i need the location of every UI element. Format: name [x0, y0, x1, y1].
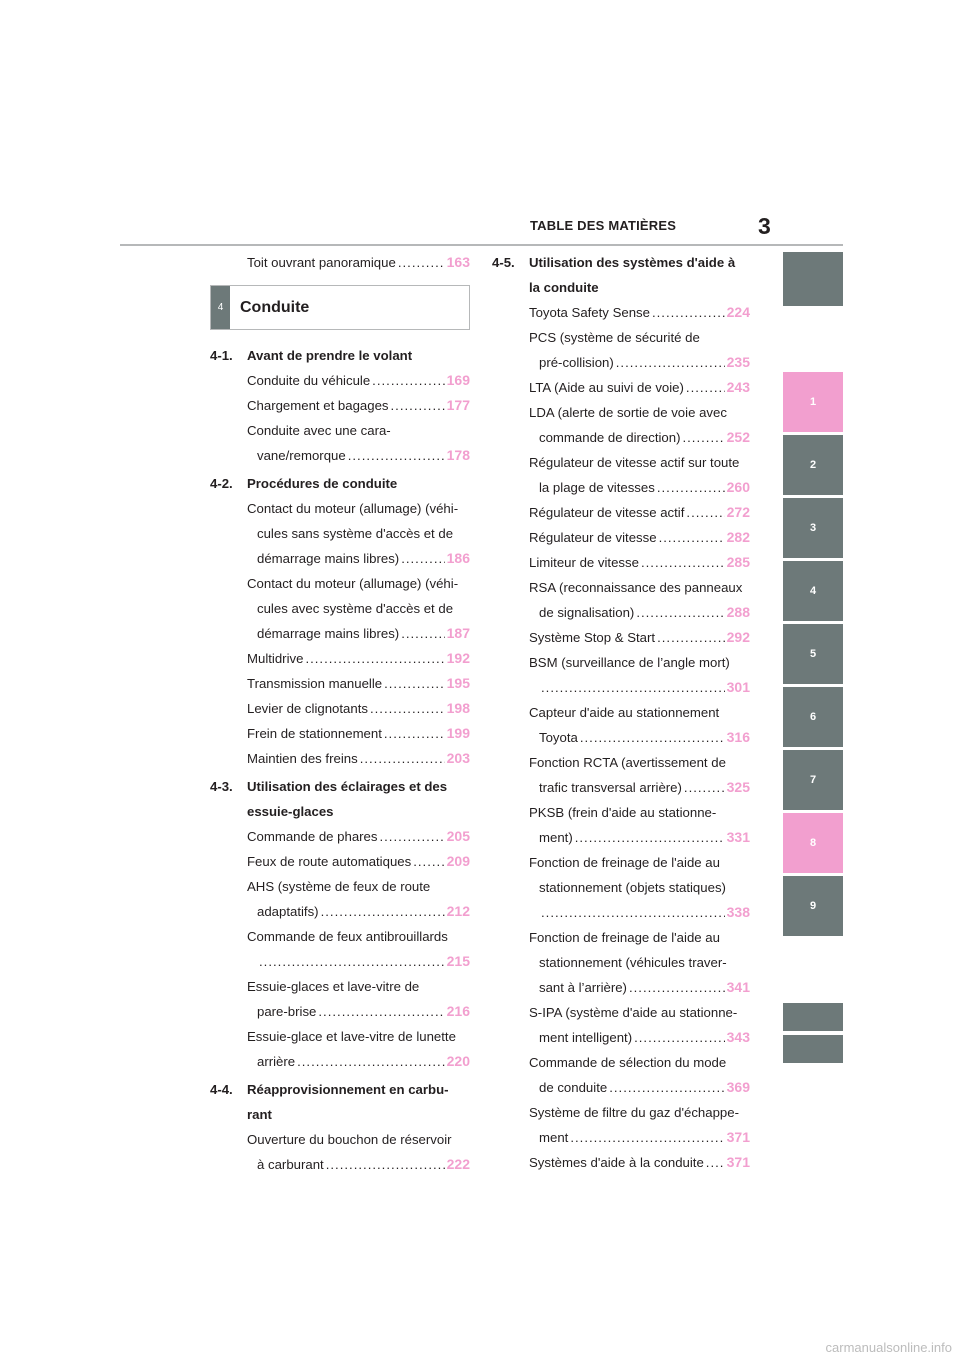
- toc-entry[interactable]: [492, 1150, 750, 1175]
- toc-left-top: [210, 250, 470, 275]
- section-title: rant: [247, 1107, 272, 1122]
- toc-entry-text: Fonction de freinage de l'aide au: [529, 930, 720, 945]
- leader-dots: [634, 1025, 725, 1050]
- toc-entry-text: Conduite du véhicule: [247, 373, 371, 388]
- toc-entry-text: LDA (alerte de sortie de voie avec: [529, 405, 727, 420]
- toc-entry[interactable]: [210, 746, 470, 771]
- toc-entry[interactable]: [210, 924, 470, 949]
- leader-dots: [401, 546, 444, 571]
- section-number: [210, 1102, 247, 1127]
- toc-entry-text: Feux de route automatiques: [247, 854, 412, 869]
- toc-entry-text: Essuie-glaces et lave-vitre de: [247, 979, 420, 994]
- leader-dots: [348, 443, 445, 468]
- toc-entry-page[interactable]: 343: [726, 1029, 750, 1045]
- toc-entry-continuation[interactable]: [210, 999, 470, 1024]
- toc-entry-text: Régulateur de vitesse actif sur toute: [529, 455, 740, 470]
- toc-entry[interactable]: [210, 849, 470, 874]
- toc-entry-continuation[interactable]: [210, 621, 470, 646]
- toc-entry-page[interactable]: 292: [726, 629, 750, 645]
- toc-entry-text: Frein de stationnement: [247, 726, 382, 741]
- toc-entry-continuation[interactable]: [210, 949, 470, 974]
- toc-entry-continuation[interactable]: [492, 875, 750, 900]
- leader-dots: [686, 500, 724, 525]
- toc-entry-page[interactable]: 198: [446, 700, 470, 716]
- section-heading: [210, 343, 470, 368]
- toc-entry[interactable]: [210, 824, 470, 849]
- watermark-footer: carmanualsonline.info: [825, 1340, 952, 1355]
- toc-entry[interactable]: [210, 646, 470, 671]
- toc-entry-text: Système Stop & Start: [529, 630, 656, 645]
- toc-entry[interactable]: [210, 671, 470, 696]
- toc-entry[interactable]: [492, 375, 750, 400]
- toc-entry-text: stationnement (véhicules traver-: [539, 955, 727, 970]
- toc-entry[interactable]: [210, 974, 470, 999]
- section-heading: [210, 471, 470, 496]
- toc-entry-page[interactable]: 216: [446, 1003, 470, 1019]
- toc-entry-page[interactable]: 325: [726, 779, 750, 795]
- leader-dots: [706, 1150, 725, 1175]
- chapter-tab-blank[interactable]: [783, 252, 843, 306]
- leader-dots: [370, 696, 445, 721]
- toc-entry-continuation[interactable]: [492, 975, 750, 1000]
- toc-entry-text: Fonction RCTA (avertissement de: [529, 755, 726, 770]
- toc-entry-text: adaptatifs): [257, 904, 319, 919]
- leader-dots: [657, 475, 725, 500]
- toc-entry-text: RSA (reconnaissance des panneaux: [529, 580, 743, 595]
- toc-entry[interactable]: [492, 850, 750, 875]
- toc-entry[interactable]: [492, 1000, 750, 1025]
- chapter-title: Conduite: [240, 298, 310, 316]
- toc-entry-continuation[interactable]: [210, 1049, 470, 1074]
- toc-entry-text: Systèmes d'aide à la conduite: [529, 1155, 704, 1170]
- section-number: 4-2.: [210, 476, 233, 491]
- toc-entry-page[interactable]: 260: [726, 479, 750, 495]
- toc-entry-text: Toit ouvrant panoramique: [247, 255, 396, 270]
- leader-dots: [684, 775, 725, 800]
- section-title: Avant de prendre le volant: [247, 348, 413, 363]
- section-title: essuie-glaces: [247, 804, 334, 819]
- toc-entry-page[interactable]: 222: [446, 1156, 470, 1172]
- section-number: 4-4.: [210, 1082, 233, 1097]
- toc-entry-text: Toyota: [539, 730, 578, 745]
- leader-dots: [326, 1152, 445, 1177]
- toc-entry[interactable]: [492, 925, 750, 950]
- section-title: la conduite: [529, 280, 599, 295]
- header-divider: [120, 244, 843, 246]
- toc-entry[interactable]: [492, 575, 750, 600]
- toc-entry-page[interactable]: 199: [446, 725, 470, 741]
- toc-entry-text: Contact du moteur (allumage) (véhi-: [247, 501, 459, 516]
- toc-entry[interactable]: [492, 500, 750, 525]
- chapter-tab-4[interactable]: 4: [783, 561, 843, 621]
- toc-entry-page[interactable]: 282: [726, 529, 750, 545]
- leader-dots: [384, 671, 445, 696]
- toc-entry-text: Commande de feux antibrouillards: [247, 929, 448, 944]
- toc-entry[interactable]: [492, 1100, 750, 1125]
- toc-entry-page[interactable]: 371: [726, 1154, 750, 1170]
- toc-entry-text: Levier de clignotants: [247, 701, 368, 716]
- toc-entry-text: PKSB (frein d'aide au stationne-: [529, 805, 717, 820]
- toc-entry-page[interactable]: 203: [446, 750, 470, 766]
- toc-entry[interactable]: [492, 525, 750, 550]
- toc-left-column: [210, 343, 470, 1177]
- toc-entry-text: Multidrive: [247, 651, 304, 666]
- toc-entry-text: ment intelligent): [539, 1030, 633, 1045]
- leader-dots: [305, 646, 444, 671]
- toc-entry-continuation[interactable]: [492, 825, 750, 850]
- toc-entry-page[interactable]: 224: [726, 304, 750, 320]
- toc-entry[interactable]: [210, 1127, 470, 1152]
- toc-entry-continuation[interactable]: [210, 521, 470, 546]
- toc-entry-page[interactable]: 371: [726, 1129, 750, 1145]
- toc-entry-continuation[interactable]: [492, 675, 750, 700]
- toc-entry-text: démarrage mains libres): [257, 551, 400, 566]
- toc-right-column: [492, 250, 750, 1175]
- toc-entry-text: ment): [539, 830, 573, 845]
- page-number: 3: [758, 213, 771, 239]
- leader-dots: [318, 999, 444, 1024]
- toc-entry-text: stationnement (objets statiques): [539, 880, 726, 895]
- toc-entry[interactable]: [492, 750, 750, 775]
- toc-entry-text: Conduite avec une cara-: [247, 423, 391, 438]
- toc-entry[interactable]: [210, 496, 470, 521]
- toc-entry[interactable]: [492, 625, 750, 650]
- leader-dots: [629, 975, 725, 1000]
- toc-entry[interactable]: [492, 300, 750, 325]
- toc-entry-page[interactable]: 169: [446, 372, 470, 388]
- toc-entry-page[interactable]: 163: [446, 254, 470, 270]
- leader-dots: [398, 250, 445, 275]
- chapter-tab-6[interactable]: 6: [783, 687, 843, 747]
- toc-entry-text: la plage de vitesses: [539, 480, 655, 495]
- section-heading: [210, 1102, 470, 1127]
- chapter-number-badge: 4: [211, 286, 230, 329]
- toc-entry-text: Commande de phares: [247, 829, 378, 844]
- toc-entry-continuation[interactable]: [492, 425, 750, 450]
- leader-dots: [321, 899, 445, 924]
- chapter-tab-5[interactable]: 5: [783, 624, 843, 684]
- chapter-tab-9[interactable]: 9: [783, 876, 843, 936]
- leader-dots: [297, 1049, 445, 1074]
- toc-entry-continuation[interactable]: [492, 950, 750, 975]
- toc-entry-continuation[interactable]: [492, 725, 750, 750]
- running-header-title: TABLE DES MATIÈRES: [530, 218, 677, 233]
- toc-entry[interactable]: [492, 400, 750, 425]
- toc-entry-text: Maintien des freins: [247, 751, 358, 766]
- chapter-tab-2[interactable]: 2: [783, 435, 843, 495]
- toc-entry-page[interactable]: 209: [446, 853, 470, 869]
- toc-entry[interactable]: [210, 696, 470, 721]
- toc-entry-text: Essuie-glace et lave-vitre de lunette: [247, 1029, 456, 1044]
- toc-entry-text: Transmission manuelle: [247, 676, 383, 691]
- section-heading: [210, 799, 470, 824]
- section-heading: [210, 774, 470, 799]
- toc-entry-page[interactable]: 215: [446, 953, 470, 969]
- section-heading: [492, 250, 750, 275]
- toc-entry-page[interactable]: 285: [726, 554, 750, 570]
- leader-dots: [641, 550, 725, 575]
- leader-dots: [541, 675, 725, 700]
- chapter-tab-blank[interactable]: [783, 1035, 843, 1063]
- toc-entry-continuation[interactable]: [210, 899, 470, 924]
- toc-entry-page[interactable]: 212: [446, 903, 470, 919]
- toc-entry-text: Limiteur de vitesse: [529, 555, 639, 570]
- toc-entry-continuation[interactable]: [492, 900, 750, 925]
- toc-entry-text: cules sans système d'accès et de: [257, 526, 454, 541]
- toc-entry-page[interactable]: 192: [446, 650, 470, 666]
- toc-entry[interactable]: [492, 1050, 750, 1075]
- toc-entry-continuation[interactable]: [492, 775, 750, 800]
- toc-entry-continuation[interactable]: [492, 1025, 750, 1050]
- leader-dots: [657, 625, 725, 650]
- toc-entry-page[interactable]: 220: [446, 1053, 470, 1069]
- leader-dots: [616, 350, 725, 375]
- toc-entry-text: pré-collision): [539, 355, 614, 370]
- toc-entry-text: BSM (surveillance de l’angle mort): [529, 655, 730, 670]
- toc-entry-page[interactable]: 195: [446, 675, 470, 691]
- section-heading: [210, 1077, 470, 1102]
- section-title: Réapprovisionnement en carbu-: [247, 1082, 449, 1097]
- leader-dots: [636, 600, 724, 625]
- leader-dots: [413, 849, 444, 874]
- section-number: [492, 275, 529, 300]
- toc-entry-continuation[interactable]: [492, 350, 750, 375]
- toc-entry-page[interactable]: 187: [446, 625, 470, 641]
- toc-entry[interactable]: [210, 721, 470, 746]
- toc-entry-page[interactable]: 177: [446, 397, 470, 413]
- toc-entry-page[interactable]: 338: [726, 904, 750, 920]
- toc-entry-text: Contact du moteur (allumage) (véhi-: [247, 576, 459, 591]
- section-number: 4-5.: [492, 255, 515, 270]
- toc-entry[interactable]: [492, 800, 750, 825]
- toc-entry[interactable]: [492, 325, 750, 350]
- toc-entry-text: Capteur d'aide au stationnement: [529, 705, 720, 720]
- toc-entry[interactable]: [210, 250, 470, 275]
- toc-entry-text: AHS (système de feux de route: [247, 879, 431, 894]
- chapter-tab-1[interactable]: 1: [783, 372, 843, 432]
- toc-entry-text: démarrage mains libres): [257, 626, 400, 641]
- leader-dots: [360, 746, 445, 771]
- toc-entry-text: LTA (Aide au suivi de voie): [529, 380, 684, 395]
- toc-entry-page[interactable]: 205: [446, 828, 470, 844]
- toc-entry-continuation[interactable]: [492, 475, 750, 500]
- section-title: Utilisation des éclairages et des: [247, 779, 448, 794]
- chapter-tab-7[interactable]: 7: [783, 750, 843, 810]
- toc-entry[interactable]: [492, 550, 750, 575]
- leader-dots: [580, 725, 725, 750]
- toc-entry-page[interactable]: 331: [726, 829, 750, 845]
- toc-entry[interactable]: [492, 450, 750, 475]
- toc-entry-text: de signalisation): [539, 605, 635, 620]
- chapter-tab-8[interactable]: 8: [783, 813, 843, 873]
- toc-entry-text: commande de direction): [539, 430, 681, 445]
- toc-entry[interactable]: [210, 418, 470, 443]
- toc-entry-page[interactable]: 243: [726, 379, 750, 395]
- toc-entry-text: Fonction de freinage de l'aide au: [529, 855, 720, 870]
- toc-entry-continuation[interactable]: [492, 600, 750, 625]
- toc-entry-page[interactable]: 186: [446, 550, 470, 566]
- toc-entry-page[interactable]: 316: [726, 729, 750, 745]
- toc-entry-text: sant à l’arrière): [539, 980, 627, 995]
- toc-entry-continuation[interactable]: [492, 1125, 750, 1150]
- toc-entry-text: à carburant: [257, 1157, 324, 1172]
- toc-entry-text: trafic transversal arrière): [539, 780, 682, 795]
- toc-entry[interactable]: [492, 700, 750, 725]
- toc-entry-page[interactable]: 252: [726, 429, 750, 445]
- toc-entry-text: Régulateur de vitesse actif: [529, 505, 685, 520]
- leader-dots: [372, 368, 444, 393]
- section-title: Utilisation des systèmes d'aide à: [529, 255, 736, 270]
- toc-entry-text: PCS (système de sécurité de: [529, 330, 700, 345]
- section-title: Procédures de conduite: [247, 476, 398, 491]
- leader-dots: [379, 824, 444, 849]
- toc-entry-page[interactable]: 272: [726, 504, 750, 520]
- toc-entry-text: pare-brise: [257, 1004, 317, 1019]
- leader-dots: [575, 825, 725, 850]
- toc-entry-text: Système de filtre du gaz d'échappe-: [529, 1105, 739, 1120]
- toc-entry-page[interactable]: 235: [726, 354, 750, 370]
- toc-entry[interactable]: [210, 1024, 470, 1049]
- toc-entry-page[interactable]: 288: [726, 604, 750, 620]
- toc-entry-text: Ouverture du bouchon de réservoir: [247, 1132, 452, 1147]
- toc-entry[interactable]: [210, 571, 470, 596]
- chapter-tab-3[interactable]: 3: [783, 498, 843, 558]
- leader-dots: [686, 375, 725, 400]
- leader-dots: [384, 721, 445, 746]
- toc-entry-text: vane/remorque: [257, 448, 346, 463]
- leader-dots: [401, 621, 444, 646]
- toc-entry[interactable]: [210, 368, 470, 393]
- toc-entry-page[interactable]: 369: [726, 1079, 750, 1095]
- toc-entry-continuation[interactable]: [210, 596, 470, 621]
- toc-entry-page[interactable]: 341: [726, 979, 750, 995]
- section-number: [210, 799, 247, 824]
- chapter-heading: [210, 285, 470, 330]
- toc-entry-continuation[interactable]: [210, 443, 470, 468]
- toc-entry-continuation[interactable]: [210, 1152, 470, 1177]
- leader-dots: [259, 949, 445, 974]
- toc-entry-text: S-IPA (système d'aide au stationne-: [529, 1005, 738, 1020]
- leader-dots: [652, 300, 725, 325]
- toc-entry[interactable]: [210, 393, 470, 418]
- toc-entry[interactable]: [492, 650, 750, 675]
- leader-dots: [682, 425, 724, 450]
- toc-entry-text: Régulateur de vitesse: [529, 530, 657, 545]
- leader-dots: [570, 1125, 724, 1150]
- section-number: 4-1.: [210, 348, 233, 363]
- toc-entry-text: de conduite: [539, 1080, 608, 1095]
- toc-entry-text: ment: [539, 1130, 569, 1145]
- chapter-tab-blank[interactable]: [783, 1003, 843, 1031]
- toc-entry-text: Commande de sélection du mode: [529, 1055, 727, 1070]
- section-heading: [492, 275, 750, 300]
- leader-dots: [659, 525, 725, 550]
- leader-dots: [541, 900, 725, 925]
- toc-entry[interactable]: [210, 874, 470, 899]
- toc-entry-continuation[interactable]: [492, 1075, 750, 1100]
- toc-entry-text: Chargement et bagages: [247, 398, 389, 413]
- toc-entry-text: arrière: [257, 1054, 296, 1069]
- toc-entry-page[interactable]: 301: [726, 679, 750, 695]
- toc-entry-continuation[interactable]: [210, 546, 470, 571]
- toc-entry-text: cules avec système d'accès et de: [257, 601, 454, 616]
- toc-entry-page[interactable]: 178: [446, 447, 470, 463]
- leader-dots: [391, 393, 445, 418]
- section-number: 4-3.: [210, 779, 233, 794]
- leader-dots: [609, 1075, 724, 1100]
- toc-entry-text: Toyota Safety Sense: [529, 305, 650, 320]
